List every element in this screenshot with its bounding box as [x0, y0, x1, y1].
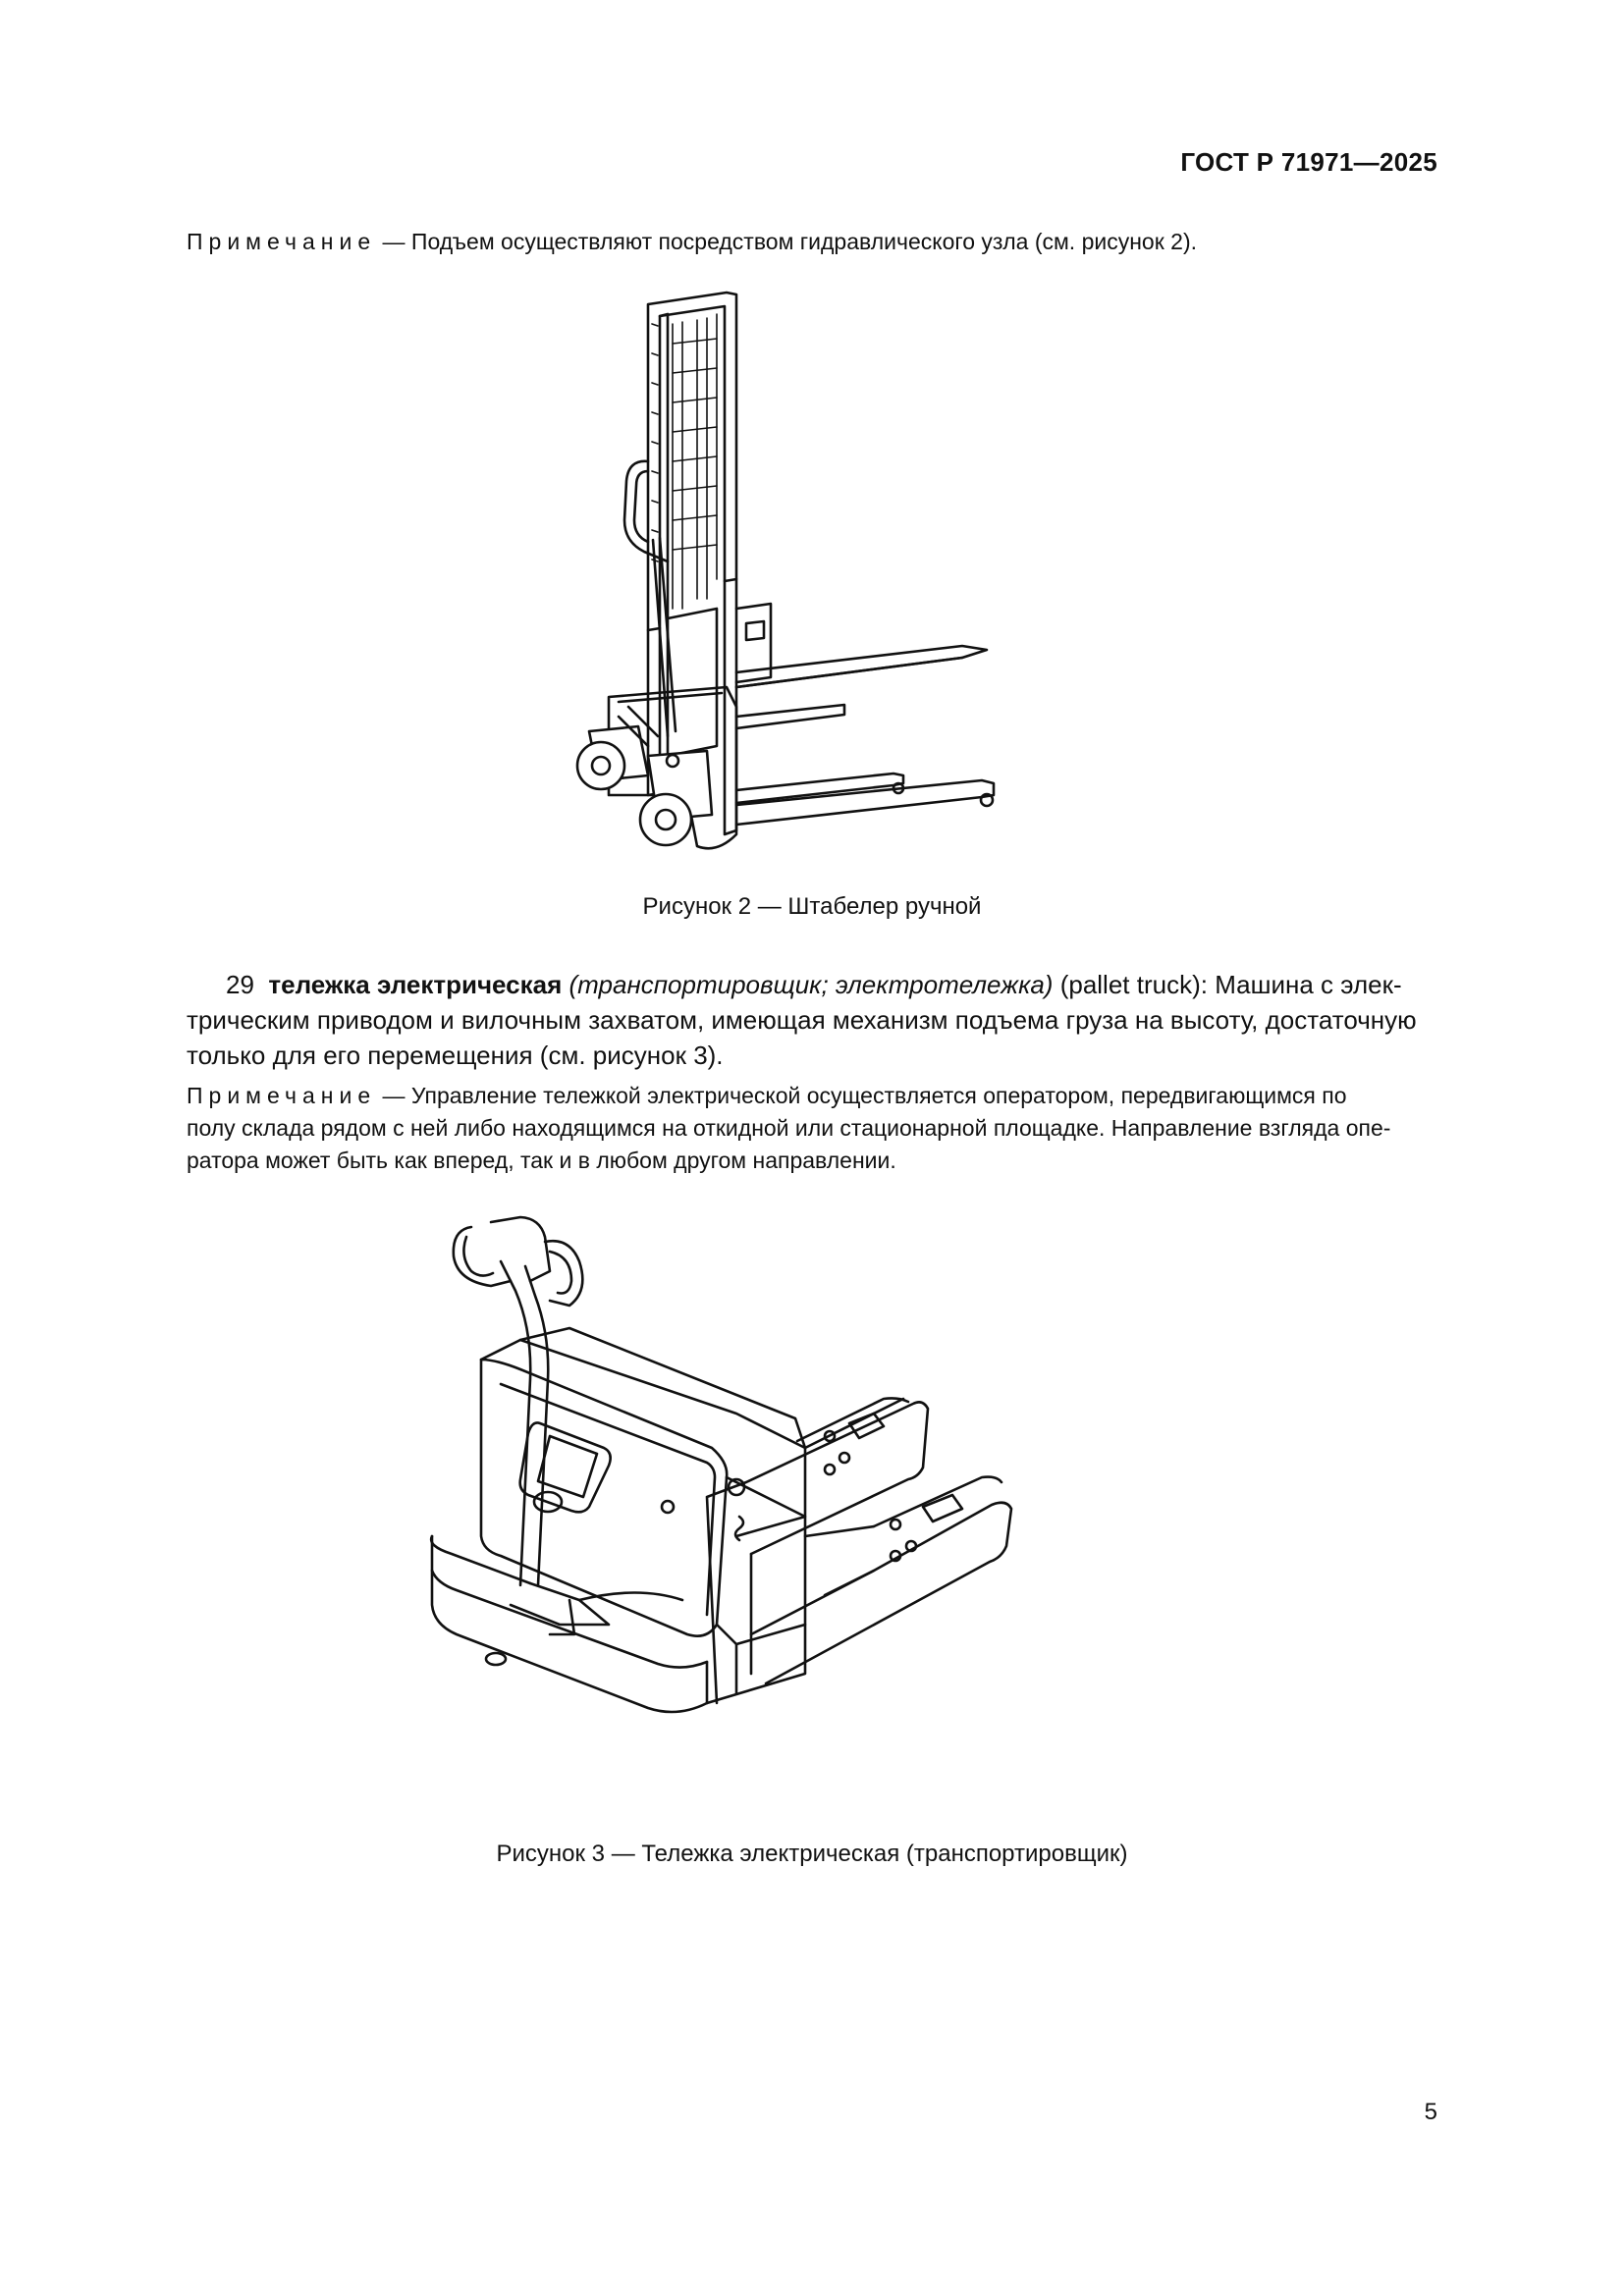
term-english: (pallet truck)	[1059, 970, 1201, 999]
note-label: Примечание	[187, 1083, 377, 1108]
term-name: тележка электрическая	[268, 970, 563, 999]
term-text-3: только для его перемещения (см. рисунок 3).	[187, 1041, 724, 1070]
note-operator	[187, 1080, 1437, 1177]
term-29-definition	[187, 967, 1437, 1073]
note-label: Примечание	[187, 229, 377, 254]
note-text: — Подъем осуществляют посредством гидравлического узла (см. рисунок 2).	[376, 229, 1197, 254]
note-text-1: — Управление тележкой электрической осуществляется оператором, передвигающимся по	[376, 1083, 1347, 1108]
figure-3-caption: Рисунок 3 — Тележка электрическая (транспортировщик)	[496, 1841, 1128, 1867]
term-number: 29	[226, 970, 254, 999]
term-synonyms: (транспортировщик; электротележка)	[568, 970, 1054, 999]
note-text-2: полу склада рядом с ней либо находящимся на откидной или стационарной площадке. Направление взгляда опе-	[187, 1115, 1391, 1141]
figure-2-caption: Рисунок 2 — Штабелер ручной	[642, 893, 982, 920]
manual-stacker-illustration	[550, 285, 1021, 864]
note-text-3: ратора может быть как вперед, так и в любом другом направлении.	[187, 1148, 896, 1173]
term-text-2: трическим приводом и вилочным захватом, имеющая механизм подъема груза на высоту, достаточную	[187, 1005, 1417, 1035]
page-number: 5	[1424, 2099, 1437, 2125]
note-hydraulic	[187, 226, 1437, 258]
term-text-1: : Машина с элек-	[1200, 970, 1402, 999]
electric-pallet-truck-illustration	[412, 1212, 1159, 1801]
standard-header: ГОСТ Р 71971—2025	[1180, 147, 1437, 177]
